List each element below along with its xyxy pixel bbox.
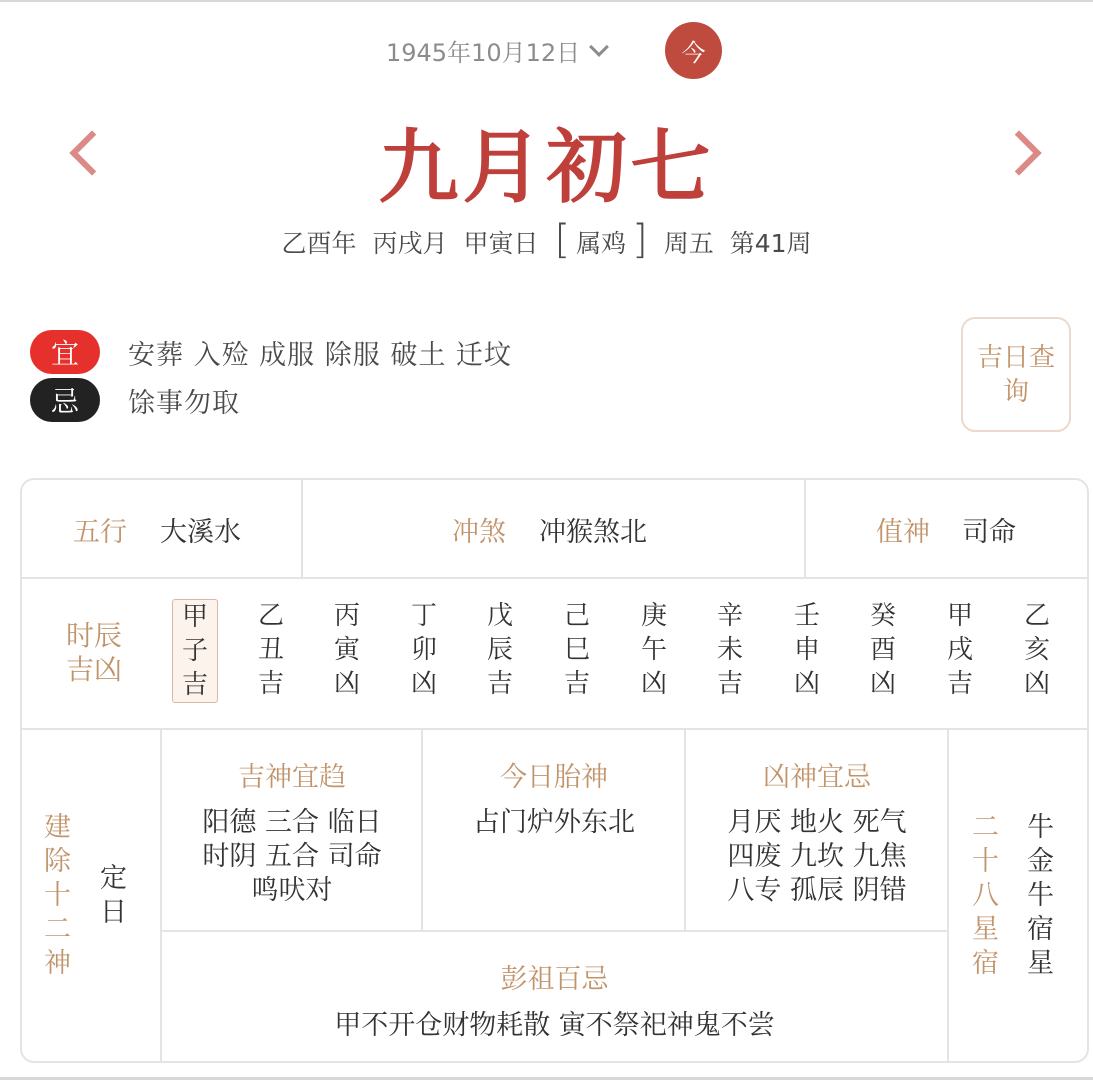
- xingxiu-value: 牛 金 牛 宿 星: [1027, 812, 1054, 979]
- hour-branch: 丑: [257, 635, 284, 665]
- hour-luck: 凶: [869, 669, 896, 699]
- taishen-title: 今日胎神: [500, 762, 608, 793]
- hour-luck: 凶: [793, 669, 820, 699]
- divider: [804, 479, 806, 578]
- hour-stem: 丁: [410, 601, 437, 631]
- zodiac-label: 属鸡: [576, 229, 627, 258]
- date-text: 1945年10月12日: [386, 39, 581, 67]
- divider: [161, 930, 948, 932]
- hour-cell[interactable]: [785, 599, 829, 701]
- hour-stem: 戊: [486, 601, 513, 631]
- hour-luck: 凶: [1023, 669, 1050, 699]
- hour-cell[interactable]: [632, 599, 676, 701]
- hour-luck: 吉: [946, 669, 973, 699]
- hour-stem: 己: [563, 601, 590, 631]
- jianchu-label: 建 除 十 二 神: [44, 812, 71, 979]
- xiongshen-title: 凶神宜忌: [763, 762, 871, 793]
- hour-branch: 戌: [946, 635, 973, 665]
- ji-items: 馀事勿取: [128, 387, 240, 419]
- pengzu-text: 甲不开仓财物耗散 寅不祭祀神鬼不尝: [334, 1010, 775, 1041]
- weekday: 周五: [663, 229, 714, 258]
- wuxing-value: 大溪水: [160, 517, 241, 548]
- hour-branch: 子: [181, 636, 208, 666]
- yi-items: 安葬 入殓 成服 除服 破土 迁坟: [128, 339, 512, 371]
- yi-row: [30, 330, 512, 374]
- hour-luck: 吉: [181, 670, 208, 700]
- wuxing-label: 五行: [73, 517, 127, 548]
- hour-branch: 申: [793, 635, 820, 665]
- divider: [21, 577, 1088, 579]
- hour-cell[interactable]: [325, 599, 369, 701]
- hour-branch: 亥: [1023, 635, 1050, 665]
- ji-badge: 忌: [30, 378, 100, 422]
- jianchu-value: 定 日: [100, 863, 127, 928]
- hour-luck: 凶: [333, 669, 360, 699]
- hour-stem: 乙: [257, 601, 284, 631]
- hour-cell[interactable]: [555, 599, 599, 701]
- hour-branch: 午: [640, 635, 667, 665]
- hour-stem: 甲: [181, 602, 208, 632]
- hour-luck: 吉: [257, 669, 284, 699]
- day-ganzhi: 甲寅日: [463, 229, 539, 258]
- bracket-left-icon: [: [554, 217, 571, 263]
- chongsha-value: 冲猴煞北: [539, 517, 647, 548]
- week-number: 第41周: [729, 229, 812, 258]
- hour-luck: 凶: [640, 669, 667, 699]
- hour-stem: 庚: [640, 601, 667, 631]
- zhishen-value: 司命: [962, 517, 1016, 548]
- year-ganzhi: 乙酉年: [281, 229, 357, 258]
- hour-stem: 丙: [333, 601, 360, 631]
- hour-branch: 未: [716, 635, 743, 665]
- hour-luck: 凶: [410, 669, 437, 699]
- hour-cell[interactable]: [172, 599, 218, 703]
- zodiac: [554, 217, 648, 263]
- xiongshen-body: 月厌 地火 死气 四废 九坎 九焦 八专 孤辰 阴错: [727, 807, 907, 906]
- hour-stem: 癸: [869, 601, 896, 631]
- ganzhi-line: [0, 217, 1093, 263]
- divider: [301, 479, 303, 578]
- hour-cell[interactable]: [402, 599, 446, 701]
- divider: [21, 728, 1088, 730]
- hour-cell[interactable]: [249, 599, 293, 701]
- bracket-right-icon: ]: [632, 217, 648, 263]
- xingxiu-label: 二 十 八 星 宿: [972, 812, 999, 979]
- hour-luck: 吉: [486, 669, 513, 699]
- hour-stem: 乙: [1023, 601, 1050, 631]
- month-ganzhi: 丙戌月: [372, 229, 448, 258]
- hour-branch: 卯: [410, 635, 437, 665]
- hour-cell[interactable]: [478, 599, 522, 701]
- hour-branch: 辰: [486, 635, 513, 665]
- hour-branch: 酉: [869, 635, 896, 665]
- hour-cell[interactable]: [708, 599, 752, 701]
- top-divider: [0, 0, 1093, 2]
- hour-cell[interactable]: [861, 599, 905, 701]
- hours-label: 时辰 吉凶: [66, 619, 123, 686]
- pengzu-title: 彭祖百忌: [500, 964, 609, 995]
- hour-luck: 吉: [716, 669, 743, 699]
- jishen-title: 吉神宜趋: [238, 762, 346, 793]
- ji-row: [30, 378, 240, 422]
- hour-stem: 壬: [793, 601, 820, 631]
- lunar-date-title: 九月初七: [378, 120, 715, 214]
- today-button[interactable]: 今: [665, 22, 722, 79]
- hour-cell[interactable]: [938, 599, 982, 701]
- chevron-down-icon: [589, 37, 609, 57]
- hour-branch: 寅: [333, 635, 360, 665]
- hour-cell[interactable]: [1015, 599, 1059, 701]
- hour-stem: 辛: [716, 601, 743, 631]
- chongsha-label: 冲煞: [452, 517, 506, 548]
- hour-luck: 吉: [563, 669, 590, 699]
- jishen-body: 阳德 三合 临日 时阴 五合 司命 鸣吠对: [202, 807, 382, 906]
- yi-badge: 宜: [30, 330, 100, 374]
- zhishen-label: 值神: [876, 517, 930, 548]
- hour-branch: 巳: [563, 635, 590, 665]
- date-selector[interactable]: [386, 33, 606, 68]
- hour-stem: 甲: [946, 601, 973, 631]
- auspicious-day-query-button[interactable]: 吉日查询: [961, 317, 1071, 432]
- taishen-body: 占门炉外东北: [473, 807, 635, 838]
